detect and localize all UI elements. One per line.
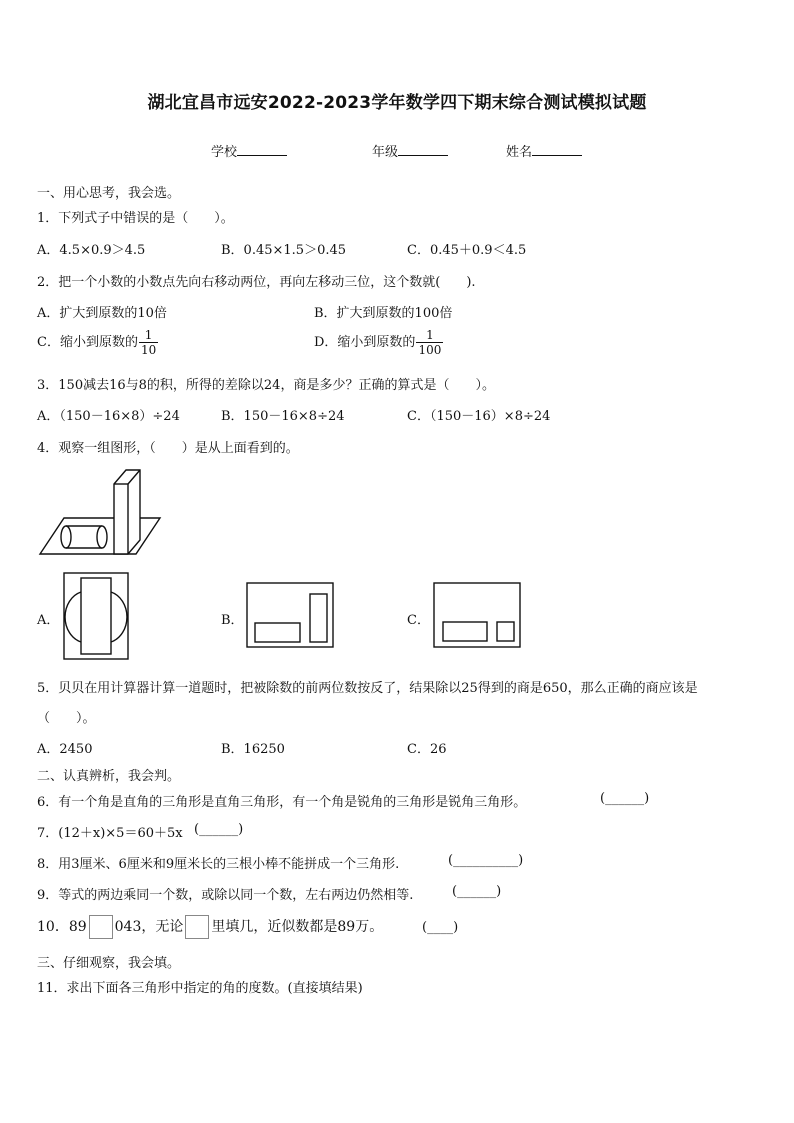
q6-text: 6．有一个角是直角的三角形是直角三角形，有一个角是锐角的三角形是锐角三角形。	[37, 795, 527, 810]
q1-stem: 1．下列式子中错误的是（ ）。	[37, 211, 234, 226]
q2-option-c[interactable]	[37, 328, 158, 357]
q3-stem: 3．150减去16与8的积，所得的差除以24，商是多少？正确的算式是（ ）。	[37, 378, 495, 393]
fraction-denominator: 10	[140, 343, 157, 357]
grade-blank[interactable]	[398, 143, 448, 156]
q5-option-a[interactable]: A．2450	[37, 742, 93, 757]
grade-field	[372, 141, 448, 160]
q2-option-b[interactable]: B．扩大到原数的100倍	[314, 306, 453, 321]
q10-answer-blank[interactable]: (____)	[422, 920, 459, 935]
q5-option-c[interactable]: C．26	[407, 742, 447, 757]
q9-answer-blank[interactable]: (______)	[452, 884, 502, 899]
q10-digit-box-2[interactable]	[185, 915, 209, 939]
q3-option-a[interactable]: A．（150－16×8）÷24	[37, 409, 180, 424]
q4-option-b-label[interactable]: B．	[221, 613, 244, 628]
q2-option-c-prefix: C．缩小到原数的	[37, 335, 138, 350]
q8-text: 8．用3厘米、6厘米和9厘米长的三根小棒不能拼成一个三角形.	[37, 857, 400, 872]
q5-stem: 5．贝贝在用计算器计算一道题时，把被除数的前两位数按反了，结果除以25得到的商是650，那么正确的商应该是	[37, 681, 698, 696]
grade-label: 年级	[372, 145, 399, 160]
fraction-denominator: 100	[418, 343, 442, 357]
q4-option-a-label[interactable]: A．	[37, 613, 60, 628]
q6-answer-blank[interactable]: (______)	[600, 791, 650, 806]
q1-option-b[interactable]: B．0.45×1.5＞0.45	[221, 243, 347, 258]
q10-part3: 里填几，近似数都是89万。	[211, 919, 384, 935]
q2-stem: 2．把一个小数的小数点先向右移动两位，再向左移动三位，这个数就( ).	[37, 275, 476, 290]
q2-option-d[interactable]	[314, 328, 443, 357]
q7-text: 7．(12＋x)×5＝60＋5x	[37, 826, 183, 841]
q5-option-b[interactable]: B．16250	[221, 742, 285, 757]
q2-option-c-fraction	[139, 328, 158, 357]
cuboid-outline	[114, 470, 140, 554]
q2-option-a[interactable]: A．扩大到原数的10倍	[37, 306, 167, 321]
school-field	[211, 141, 287, 160]
cylinder-left-end	[61, 526, 71, 548]
section1-heading: 一、用心思考，我会选。	[37, 186, 181, 201]
q3-option-c[interactable]: C．（150－16）×8÷24	[407, 409, 551, 424]
name-blank[interactable]	[532, 143, 582, 156]
q4-option-b-figure[interactable]	[246, 582, 334, 648]
q10-line	[37, 915, 383, 939]
q1-option-c[interactable]: C．0.45＋0.9＜4.5	[407, 243, 527, 258]
q5-stem-continued: （ ）。	[37, 711, 96, 726]
section3-heading: 三、仔细观察，我会填。	[37, 956, 181, 971]
q10-part2: 043，无论	[114, 919, 184, 935]
school-label: 学校	[211, 145, 238, 160]
fraction-numerator: 1	[416, 328, 443, 343]
q4-option-a-figure[interactable]	[63, 572, 129, 660]
q11-text: 11．求出下面各三角形中指定的角的度数。(直接填结果)	[37, 981, 363, 996]
q4-solid-figure	[36, 464, 166, 559]
fraction-numerator: 1	[139, 328, 158, 343]
q3-option-b[interactable]: B．150－16×8÷24	[221, 409, 345, 424]
q2-option-d-fraction	[416, 328, 443, 357]
cylinder-right-end	[97, 526, 107, 548]
q1-option-a[interactable]: A．4.5×0.9＞4.5	[37, 243, 146, 258]
q10-digit-box-1[interactable]	[89, 915, 113, 939]
page-title: 湖北宜昌市远安2022-2023学年数学四下期末综合测试模拟试题	[147, 93, 647, 113]
q4-option-c-label[interactable]: C．	[407, 613, 430, 628]
q2-option-d-prefix: D．缩小到原数的	[314, 335, 416, 350]
q4-stem: 4．观察一组图形，（ ）是从上面看到的。	[37, 441, 299, 456]
q8-answer-blank[interactable]: (__________)	[448, 853, 524, 868]
q7-answer-blank[interactable]: (______)	[194, 822, 244, 837]
school-blank[interactable]	[237, 143, 287, 156]
name-field	[506, 141, 582, 160]
section2-heading: 二、认真辨析，我会判。	[37, 769, 181, 784]
q10-part1: 10．89	[37, 919, 87, 935]
q9-text: 9．等式的两边乘同一个数，或除以同一个数，左右两边仍然相等.	[37, 888, 414, 903]
q4-option-c-figure[interactable]	[433, 582, 521, 648]
name-label: 姓名	[506, 145, 533, 160]
